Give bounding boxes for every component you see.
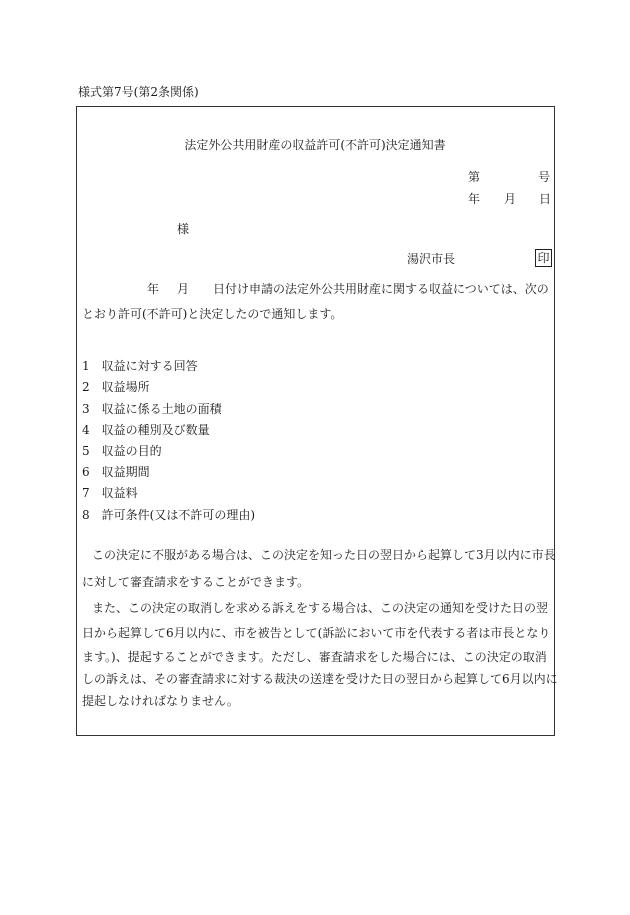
notice-paragraph-2-line-5: 提起しなければなりません。: [82, 694, 239, 708]
date-day-label: 日: [539, 192, 552, 206]
date-month-label: 月: [504, 192, 517, 206]
body-year-label: 年: [147, 282, 160, 296]
list-item: 8 許可条件(又は不許可の理由): [82, 508, 255, 522]
number-suffix: 号: [538, 170, 551, 184]
addressee-suffix: 様: [177, 222, 190, 236]
notice-paragraph-2-line-2: 日から起算して6月以内に、市を被告として(訴訟において市を代表する者は市長となり: [82, 626, 551, 640]
notice-paragraph-2-line-4: しの訴えは、その審査請求に対する裁決の送達を受けた日の翌日から起算して6月以内に: [82, 672, 558, 686]
body-month-label: 月: [177, 282, 190, 296]
body-line-1: 日付け申請の法定外公共用財産に関する収益については、次の: [213, 282, 549, 296]
document-title: 法定外公共用財産の収益許可(不許可)決定通知書: [184, 138, 446, 152]
list-item: 3 収益に係る土地の面積: [82, 402, 222, 416]
list-item: 1 収益に対する回答: [82, 359, 198, 373]
notice-paragraph-2-line-3: ます。)、提起することができます。ただし、審査請求をした場合には、この決定の取消: [82, 650, 547, 664]
document-frame: [76, 106, 555, 736]
date-year-label: 年: [468, 192, 481, 206]
list-item: 7 収益料: [82, 486, 138, 500]
list-item: 2 収益場所: [82, 380, 150, 394]
list-item: 5 収益の目的: [82, 444, 162, 458]
list-item: 4 収益の種別及び数量: [82, 423, 210, 437]
issuer-name: 湯沢市長: [407, 252, 456, 266]
notice-paragraph-1-line-1: この決定に不服がある場合は、この決定を知った日の翌日から起算して3月以内に市長: [92, 548, 556, 562]
seal-mark: 印: [535, 249, 552, 267]
notice-paragraph-2-line-1: また、この決定の取消しを求める訴えをする場合は、この決定の通知を受けた日の翌: [92, 601, 549, 615]
list-item: 6 収益期間: [82, 465, 150, 479]
notice-paragraph-1-line-2: に対して審査請求をすることができます。: [82, 575, 310, 589]
number-prefix: 第: [468, 170, 481, 184]
form-label: 様式第7号(第2条関係): [78, 85, 199, 99]
body-line-2: とおり許可(不許可)と決定したので通知します。: [82, 307, 343, 321]
